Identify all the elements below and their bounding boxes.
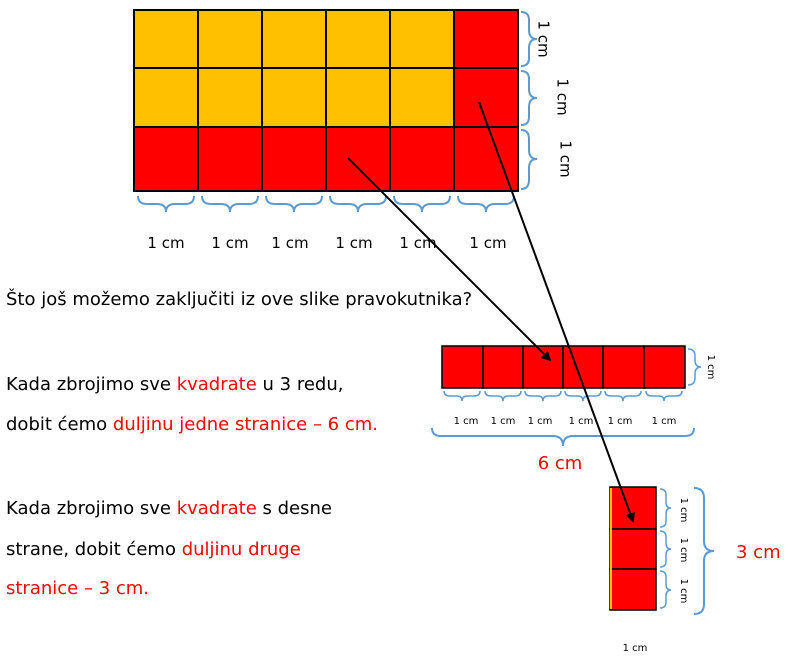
brace-shape [458, 196, 514, 212]
text-span: s desne [256, 498, 332, 519]
grid-square [326, 127, 390, 191]
brace-shape [266, 196, 322, 212]
paragraph-2-line-1 [6, 498, 332, 519]
brace-shape [565, 391, 601, 401]
grid-square [390, 127, 454, 191]
highlight-text: kvadrate [176, 498, 257, 519]
text-span: Kada zbrojimo sve [6, 374, 177, 395]
brace-shape [521, 71, 537, 125]
strip-total-brace [432, 428, 694, 446]
highlight-text: duljinu druge [181, 539, 301, 560]
text-span: strane, dobit ćemo [6, 539, 182, 560]
unit-label: 1 cm [678, 578, 689, 604]
paragraph-1-line-1 [6, 374, 343, 395]
brace-shape [660, 531, 671, 567]
unit-label: 1 cm [607, 416, 633, 427]
bottom-labels [147, 234, 506, 252]
unit-label: 1 cm [490, 416, 516, 427]
strip-small-braces [444, 391, 682, 401]
strip-square [563, 346, 603, 388]
grid-square [198, 10, 262, 68]
strip-height-brace [688, 349, 701, 385]
highlight-text: stranice – 3 cm. [6, 578, 150, 599]
highlight-text: duljinu jedne stranice – 6 cm. [112, 414, 378, 435]
brace-shape [646, 391, 682, 401]
column-total-label: 3 cm [736, 542, 781, 563]
text-span: dobit ćemo [6, 414, 113, 435]
grid-square [134, 10, 198, 68]
strip-small-labels [454, 416, 677, 427]
unit-label: 1 cm [651, 416, 677, 427]
paragraph-2-line-3 [6, 578, 149, 599]
strip-total-label: 6 cm [537, 453, 583, 474]
unit-label: 1 cm [678, 497, 689, 523]
column-small-braces [660, 489, 671, 608]
right-labels [535, 20, 575, 177]
text-span: Kada zbrojimo sve [6, 498, 177, 519]
unit-label: 1 cm [556, 140, 575, 178]
strip-square [483, 346, 523, 388]
grid-square [262, 127, 326, 191]
strip-square [603, 346, 644, 388]
brace-shape [444, 391, 480, 401]
grid-square [198, 68, 262, 127]
paragraph-2-line-2 [6, 539, 301, 560]
unit-label: 1 cm [469, 234, 507, 252]
text-span: u 3 redu, [256, 374, 344, 395]
brace-shape [525, 391, 561, 401]
unit-label: 1 cm [705, 354, 716, 380]
grid-square [134, 68, 198, 127]
unit-label: 1 cm [527, 416, 553, 427]
column-square [610, 569, 656, 610]
grid-square [326, 68, 390, 127]
brace-shape [660, 571, 671, 608]
main-rectangle [134, 10, 518, 191]
brace-shape [605, 391, 641, 401]
unit-label: 1 cm [271, 234, 309, 252]
unit-label: 1 cm [553, 78, 572, 116]
brace-shape [202, 196, 258, 212]
unit-label: 1 cm [678, 537, 689, 563]
unit-label: 1 cm [399, 234, 437, 252]
brace-shape [394, 196, 450, 212]
brace-shape [138, 196, 194, 212]
unit-label: 1 cm [211, 234, 249, 252]
grid-square [326, 10, 390, 68]
right-column-strip [610, 487, 656, 610]
highlight-text: kvadrate [176, 374, 257, 395]
strip-square [442, 346, 483, 388]
unit-label: 1 cm [534, 20, 553, 58]
unit-label: 1 cm [335, 234, 373, 252]
unit-label: 1 cm [568, 416, 594, 427]
grid-square [390, 68, 454, 127]
brace-shape [521, 130, 537, 189]
brace-shape [330, 196, 386, 212]
brace-shape [485, 391, 521, 401]
grid-square [262, 68, 326, 127]
grid-square [134, 127, 198, 191]
strip-square [644, 346, 685, 388]
brace-shape [660, 489, 671, 527]
unit-label: 1 cm [622, 643, 648, 654]
grid-square [198, 127, 262, 191]
unit-label: 1 cm [147, 234, 185, 252]
question-text: Što još možemo zaključiti iz ove slike pravokutnika? [6, 289, 473, 310]
column-square [610, 487, 656, 529]
grid-square [454, 10, 518, 68]
grid-square [262, 10, 326, 68]
column-square [610, 529, 656, 569]
column-total-brace [694, 488, 714, 614]
unit-label: 1 cm [453, 416, 479, 427]
bottom-braces [138, 196, 514, 212]
paragraph-1-line-2 [6, 414, 378, 435]
column-small-labels [678, 498, 689, 604]
grid-square [390, 10, 454, 68]
bottom-row-strip [442, 346, 685, 388]
